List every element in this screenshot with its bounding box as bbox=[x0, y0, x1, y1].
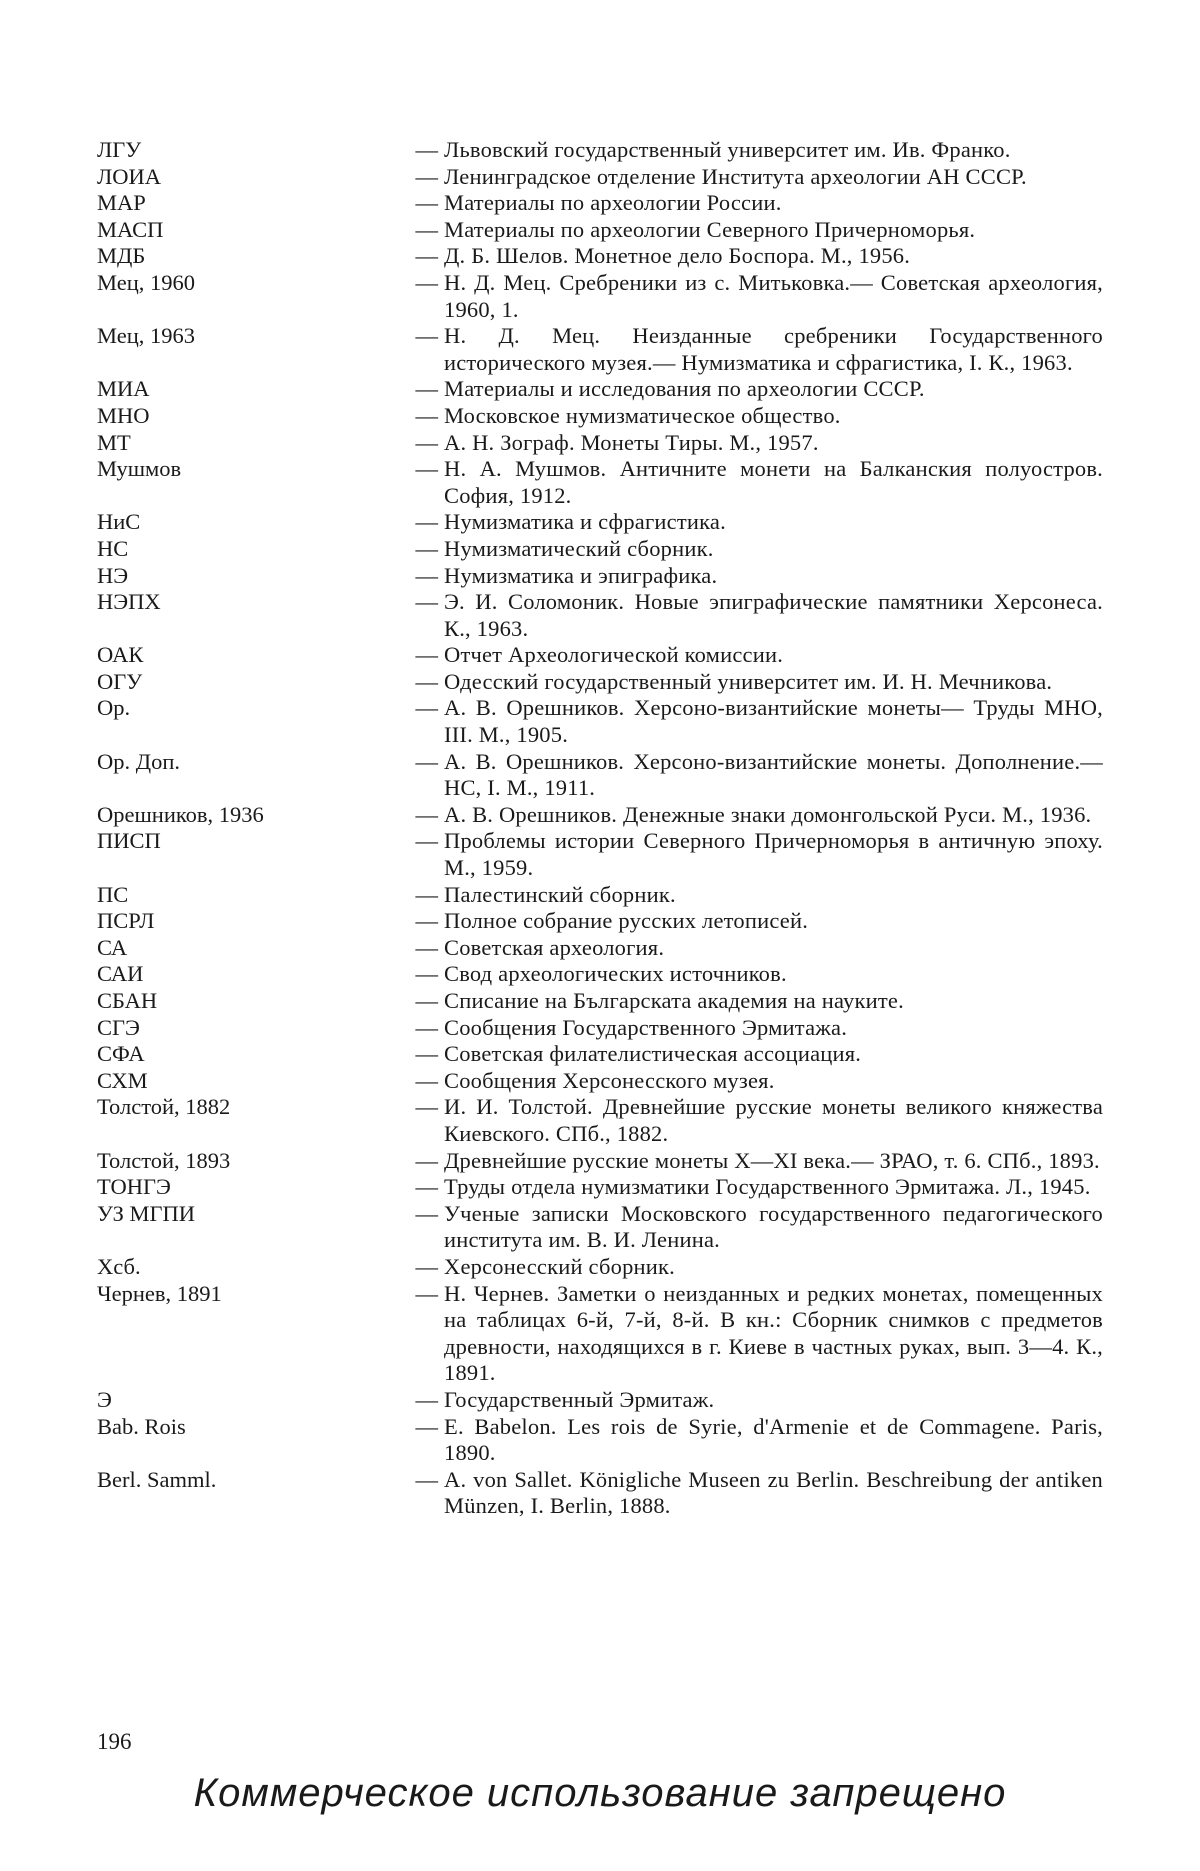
abbreviation-term: НС bbox=[97, 535, 129, 561]
abbreviation-entry bbox=[97, 164, 1103, 191]
entry-dash: — bbox=[415, 1041, 438, 1067]
entry-dash: — bbox=[415, 216, 438, 242]
abbreviation-description: A. von Sallet. Königliche Museen zu Berlin. Beschreibung der antiken Münzen, I. Berlin, 1888. bbox=[444, 1466, 1103, 1519]
abbreviation-entry bbox=[97, 1148, 1103, 1175]
abbreviation-description: Н. Д. Мец. Сребреники из с. Митьковка.— Советская археология, 1960, 1. bbox=[444, 269, 1103, 322]
entry-dash: — bbox=[415, 243, 438, 269]
abbreviation-entry bbox=[97, 509, 1103, 536]
abbreviation-description: Ученые записки Московского государственного педагогического института им. В. И. Ленина. bbox=[444, 1200, 1103, 1253]
abbreviation-entry bbox=[97, 935, 1103, 962]
abbreviation-description: Сообщения Государственного Эрмитажа. bbox=[444, 1014, 848, 1040]
abbreviation-term: Э bbox=[97, 1386, 112, 1412]
abbreviation-entry bbox=[97, 882, 1103, 909]
abbreviation-entry bbox=[97, 536, 1103, 563]
abbreviation-description: E. Babelon. Les rois de Syrie, d'Armenie et de Commagene. Paris, 1890. bbox=[444, 1413, 1103, 1466]
abbreviation-entry bbox=[97, 323, 1103, 376]
abbreviation-term: МАСП bbox=[97, 216, 164, 242]
abbreviation-entry bbox=[97, 1254, 1103, 1281]
abbreviation-description: Материалы по археологии Северного Причерноморья. bbox=[444, 216, 976, 242]
entry-dash: — bbox=[415, 323, 438, 349]
abbreviation-description: А. В. Орешников. Херсоно-византийские монеты. Дополнение.— НС, I. М., 1911. bbox=[444, 748, 1103, 801]
abbreviation-description: Труды отдела нумизматики Государственного Эрмитажа. Л., 1945. bbox=[444, 1174, 1091, 1200]
entry-dash: — bbox=[415, 801, 438, 827]
abbreviation-description: Советская филателистическая ассоциация. bbox=[444, 1041, 862, 1067]
abbreviation-term: САИ bbox=[97, 961, 144, 987]
entry-dash: — bbox=[415, 881, 438, 907]
abbreviation-term: СФА bbox=[97, 1041, 145, 1067]
entry-dash: — bbox=[415, 748, 438, 774]
abbreviation-description: Полное собрание русских летописей. bbox=[444, 908, 809, 934]
abbreviation-term: ТОНГЭ bbox=[97, 1174, 171, 1200]
entry-dash: — bbox=[415, 934, 438, 960]
entry-dash: — bbox=[415, 429, 438, 455]
entry-dash: — bbox=[415, 1253, 438, 1279]
abbreviation-description: Нумизматический сборник. bbox=[444, 535, 714, 561]
footer-notice: Коммерческое использование запрещено bbox=[193, 1771, 1007, 1815]
abbreviation-description: Д. Б. Шелов. Монетное дело Боспора. М., 1956. bbox=[444, 243, 911, 269]
abbreviation-entry bbox=[97, 669, 1103, 696]
abbreviation-description: А. Н. Зограф. Монеты Тиры. М., 1957. bbox=[444, 429, 819, 455]
abbreviation-description: Палестинский сборник. bbox=[444, 881, 676, 907]
abbreviation-term: УЗ МГПИ bbox=[97, 1200, 196, 1226]
abbreviation-term: Мец, 1963 bbox=[97, 323, 195, 349]
abbreviation-entry bbox=[97, 589, 1103, 642]
entry-dash: — bbox=[415, 1174, 438, 1200]
entry-dash: — bbox=[415, 163, 438, 189]
abbreviation-term: МТ bbox=[97, 429, 131, 455]
abbreviation-description: И. И. Толстой. Древнейшие русские монеты великого княжества Киевского. СПб., 1882. bbox=[444, 1094, 1103, 1146]
abbreviation-entry bbox=[97, 430, 1103, 457]
abbreviation-entry bbox=[97, 1387, 1103, 1414]
entry-dash: — bbox=[415, 190, 438, 216]
abbreviation-entry bbox=[97, 1015, 1103, 1042]
abbreviation-description: Н. Чернев. Заметки о неизданных и редких монетах, помещенных на таблицах 6-й, 7-й, 8-й. В кн.: Сборник снимков с предметов древности, находящихся в г. Киеве в частных руках, вып. 3—4. К., 1891. bbox=[444, 1280, 1103, 1386]
abbreviation-entry bbox=[97, 695, 1103, 748]
abbreviation-description: Свод археологических источников. bbox=[444, 961, 787, 987]
abbreviation-term: МНО bbox=[97, 402, 150, 428]
abbreviation-term: СГЭ bbox=[97, 1014, 140, 1040]
abbreviation-entry bbox=[97, 190, 1103, 217]
abbreviation-entry bbox=[97, 1094, 1103, 1147]
abbreviation-entry bbox=[97, 961, 1103, 988]
entry-dash: — bbox=[415, 1014, 438, 1040]
abbreviation-entry bbox=[97, 563, 1103, 590]
abbreviation-description: Государственный Эрмитаж. bbox=[444, 1386, 715, 1412]
abbreviation-entry bbox=[97, 456, 1103, 509]
abbreviation-list bbox=[97, 137, 1103, 1520]
abbreviation-description: Материалы по археологии России. bbox=[444, 190, 782, 216]
entry-dash: — bbox=[415, 509, 438, 535]
abbreviation-entry bbox=[97, 1467, 1103, 1520]
abbreviation-description: Нумизматика и сфрагистика. bbox=[444, 509, 726, 535]
abbreviation-term: ПС bbox=[97, 881, 129, 907]
entry-dash: — bbox=[415, 695, 438, 721]
abbreviation-entry bbox=[97, 1068, 1103, 1095]
entry-dash: — bbox=[415, 1280, 438, 1306]
entry-dash: — bbox=[415, 988, 438, 1013]
abbreviation-entry bbox=[97, 1201, 1103, 1254]
page-number: 196 bbox=[97, 1729, 132, 1754]
entry-dash: — bbox=[415, 1094, 438, 1120]
entry-dash: — bbox=[415, 908, 438, 934]
entry-dash: — bbox=[415, 269, 438, 295]
abbreviation-entry bbox=[97, 908, 1103, 935]
abbreviation-term: Ор. bbox=[97, 695, 131, 721]
abbreviation-term: Толстой, 1893 bbox=[97, 1147, 231, 1173]
abbreviation-description: А. В. Орешников. Херсоно-византийские монеты— Труды МНО, III. М., 1905. bbox=[444, 695, 1103, 748]
entry-dash: — bbox=[415, 1413, 438, 1439]
abbreviation-description: Древнейшие русские монеты X—XI века.— ЗРАО, т. 6. СПб., 1893. bbox=[444, 1147, 1100, 1173]
entry-dash: — bbox=[415, 535, 438, 561]
abbreviation-term: НЭПХ bbox=[97, 589, 161, 615]
abbreviation-term: МИА bbox=[97, 376, 150, 402]
abbreviation-term: Berl. Samml. bbox=[97, 1466, 217, 1492]
abbreviation-term: НиС bbox=[97, 509, 141, 535]
abbreviation-entry bbox=[97, 988, 1103, 1015]
entry-dash: — bbox=[415, 562, 438, 588]
abbreviation-term: Bab. Rois bbox=[97, 1413, 186, 1439]
entry-dash: — bbox=[415, 137, 438, 162]
abbreviation-term: СА bbox=[97, 934, 128, 960]
abbreviation-description: Н. Д. Мец. Неизданные сребреники Государственного исторического музея.— Нумизматика и сфрагистика, I. К., 1963. bbox=[444, 323, 1103, 375]
abbreviation-entry bbox=[97, 828, 1103, 881]
abbreviation-entry bbox=[97, 749, 1103, 802]
abbreviation-entry bbox=[97, 137, 1103, 164]
abbreviation-description: Списание на Българската академия на науките. bbox=[444, 988, 904, 1013]
abbreviation-entry bbox=[97, 1174, 1103, 1201]
abbreviation-entry bbox=[97, 1281, 1103, 1387]
abbreviation-term: Орешников, 1936 bbox=[97, 801, 264, 827]
entry-dash: — bbox=[415, 402, 438, 428]
abbreviation-term: СХМ bbox=[97, 1067, 148, 1093]
abbreviation-term: СБАН bbox=[97, 988, 158, 1013]
abbreviation-term: МДБ bbox=[97, 243, 146, 269]
abbreviation-entry bbox=[97, 403, 1103, 430]
abbreviation-term: ПИСП bbox=[97, 828, 161, 854]
abbreviation-entry bbox=[97, 802, 1103, 829]
abbreviation-term: ОАК bbox=[97, 642, 144, 668]
abbreviation-entry bbox=[97, 642, 1103, 669]
abbreviation-term: ЛОИА bbox=[97, 163, 162, 189]
abbreviation-description: Херсонесский сборник. bbox=[444, 1253, 675, 1279]
abbreviation-description: Материалы и исследования по археологии СССР. bbox=[444, 376, 925, 402]
abbreviation-description: Отчет Археологической комиссии. bbox=[444, 642, 784, 668]
abbreviation-term: Мец, 1960 bbox=[97, 269, 195, 295]
abbreviation-term: Толстой, 1882 bbox=[97, 1094, 231, 1120]
abbreviation-description: Советская археология. bbox=[444, 934, 665, 960]
abbreviation-description: Сообщения Херсонесского музея. bbox=[444, 1067, 775, 1093]
entry-dash: — bbox=[415, 668, 438, 694]
abbreviation-term: Хсб. bbox=[97, 1253, 141, 1279]
entry-dash: — bbox=[415, 961, 438, 987]
entry-dash: — bbox=[415, 1200, 438, 1226]
abbreviation-description: Московское нумизматическое общество. bbox=[444, 402, 841, 428]
abbreviation-description: А. В. Орешников. Денежные знаки домонгольской Руси. М., 1936. bbox=[444, 801, 1092, 827]
abbreviation-entry bbox=[97, 243, 1103, 270]
abbreviation-entry bbox=[97, 1041, 1103, 1068]
entry-dash: — bbox=[415, 376, 438, 402]
abbreviation-term: ОГУ bbox=[97, 668, 143, 694]
abbreviation-term: ПСРЛ bbox=[97, 908, 155, 934]
entry-dash: — bbox=[415, 828, 438, 854]
entry-dash: — bbox=[415, 1067, 438, 1093]
abbreviation-description: Проблемы истории Северного Причерноморья в античную эпоху. М., 1959. bbox=[444, 828, 1103, 881]
abbreviation-description: Львовский государственный университет им. Ив. Франко. bbox=[444, 137, 1011, 162]
abbreviation-description: Э. И. Соломоник. Новые эпиграфические памятники Херсонеса. К., 1963. bbox=[444, 589, 1103, 641]
abbreviation-term: ЛГУ bbox=[97, 137, 142, 162]
abbreviation-description: Одесский государственный университет им. И. Н. Мечникова. bbox=[444, 668, 1053, 694]
abbreviation-entry bbox=[97, 270, 1103, 323]
abbreviation-description: Нумизматика и эпиграфика. bbox=[444, 562, 718, 588]
abbreviation-description: Ленинградское отделение Института археологии АН СССР. bbox=[444, 163, 1027, 189]
abbreviation-entry bbox=[97, 217, 1103, 244]
entry-dash: — bbox=[415, 589, 438, 615]
entry-dash: — bbox=[415, 642, 438, 668]
abbreviation-entry bbox=[97, 1414, 1103, 1467]
entry-dash: — bbox=[415, 1386, 438, 1412]
abbreviation-term: МАР bbox=[97, 190, 146, 216]
abbreviation-term: НЭ bbox=[97, 562, 129, 588]
entry-dash: — bbox=[415, 1147, 438, 1173]
abbreviation-term: Чернев, 1891 bbox=[97, 1280, 222, 1306]
abbreviation-term: Ор. Доп. bbox=[97, 748, 181, 774]
entry-dash: — bbox=[415, 1466, 438, 1492]
abbreviation-description: Н. А. Мушмов. Античните монети на Балканския полуостров. София, 1912. bbox=[444, 456, 1103, 508]
entry-dash: — bbox=[415, 456, 438, 482]
abbreviation-entry bbox=[97, 376, 1103, 403]
abbreviation-term: Мушмов bbox=[97, 456, 182, 482]
